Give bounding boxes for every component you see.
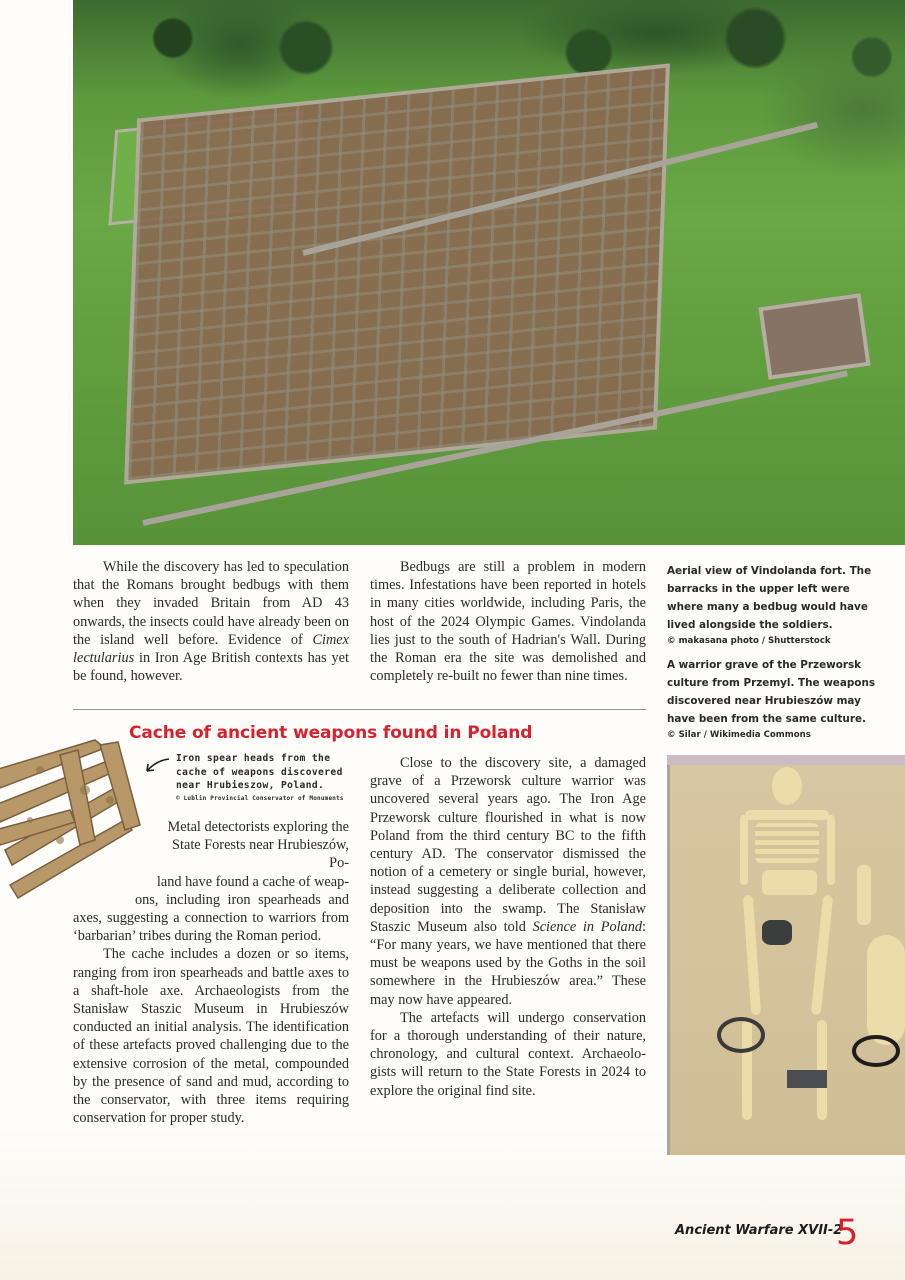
iron-ring — [852, 1035, 900, 1067]
caption-text: Aerial view of Vindolanda fort. The barracks in the upper left were where many a bedbug would have lived alongside the soldiers. — [667, 565, 872, 631]
article-headline: Cache of ancient weapons found in Poland — [129, 723, 533, 743]
paragraph-line: Metal detectorists exploring the — [167, 819, 349, 835]
spear-photo-note — [176, 752, 351, 805]
paragraph: ons, including iron spearheads and axes, suggesting a connection to warriors from ‘barbarian’ tribes during the Roman period. — [73, 891, 349, 945]
bone — [867, 935, 905, 1045]
bedbugs-column-2 — [370, 558, 646, 685]
bedbugs-column-1 — [73, 558, 349, 685]
bone — [857, 865, 871, 925]
paragraph-line: land have found a cache of weap- — [156, 873, 349, 890]
reconstructed-wall — [758, 293, 870, 380]
paragraph: Bedbugs are still a problem in modern times. Infestations have been reported in hotels in many cities worldwide, including Paris, the host of the 2024 Olympic Games. Vindolanda lies just to the south of Hadrian's Wall. During the Roman era the site was demolished and completely re-built no fewer than nine times. — [370, 559, 646, 685]
paragraph: While the discovery has led to speculation that the Romans brought bedbugs with them when they invaded Britain from AD 43 onwards, the insects could have already been on the island well before. Evidence of Cimex lectularius in Iron Age British contexts has yet be found, however. — [73, 559, 349, 685]
page-number: 5 — [836, 1213, 859, 1253]
publication-title: Ancient Warfare XVII-2 — [675, 1223, 843, 1238]
iron-ring — [717, 1017, 765, 1053]
tree-canopy — [73, 0, 905, 95]
ribcage — [755, 823, 819, 863]
photo-credit: © makasana photo / Shutterstock — [667, 636, 831, 646]
aerial-photo-vindolanda — [73, 0, 905, 545]
axe-head — [787, 1070, 827, 1088]
arm-bone — [740, 815, 748, 885]
clavicle — [745, 810, 829, 820]
photo-credit: © Silar / Wikimedia Commons — [667, 730, 811, 740]
skull — [772, 767, 802, 805]
pelvis — [762, 870, 817, 895]
arrow-icon — [143, 756, 171, 776]
warrior-grave-photo — [667, 755, 905, 1155]
paragraph: Close to the discovery site, a damaged grave of a Przeworsk culture warrior was uncovered several years ago. The Iron Age Przeworsk culture flourished in what is now Poland from the third century BC to the fifth century AD. The conservator dismissed the notion of a cemetery or single burial, however, instead suggesting a deliberate collection and deposition into the swamp. The Stanisław Staszic Museum also told Science in Poland: “For many years, we have mentioned that there must be weapons used by the Goths in the soil somewhere in the Hrubieszów area.” These may now have appeared. — [370, 755, 646, 1008]
caption-text: A warrior grave of the Przeworsk culture from Przemyl. The weapons discovered near Hrubieszów may have been from the same culture. — [667, 659, 876, 725]
section-divider — [73, 709, 646, 710]
femur — [811, 895, 833, 1015]
paragraph: The cache includes a dozen or so items, ranging from iron spearheads and battle axes to a shaft-hole axe. Archaeologists from the Stanisław Staszic Museum in Hrubieszów conducted an initial analysis. The identification of these artefacts proved challenging due to the extensive corrosion of the metal, compounded by the presence of sand and mud, according to the conservator, with three items requiring conservation for proper study. — [73, 946, 349, 1127]
paragraph-line: State Forests near Hrubieszów, Po- — [172, 837, 349, 872]
femur — [743, 895, 761, 1015]
caption-aerial — [667, 562, 877, 648]
photo-credit: © Lublin Provincial Conservator of Monuments — [176, 794, 344, 802]
fort-ruins — [124, 63, 670, 484]
note-text: Iron spear heads from the cache of weapons discovered near Hrubieszow, Poland. — [176, 753, 343, 791]
paragraph: The artefacts will undergo conservation for a thorough understanding of their nature, chronology, and cultural context. Archaeologists will return to the State Forests in 2024 to explore the original find site. — [370, 1009, 646, 1099]
weapons-column-2 — [370, 754, 646, 1100]
caption-grave — [667, 656, 877, 742]
arm-bone — [827, 815, 835, 885]
iron-object — [762, 920, 792, 945]
weapons-column-1 — [73, 818, 349, 1127]
